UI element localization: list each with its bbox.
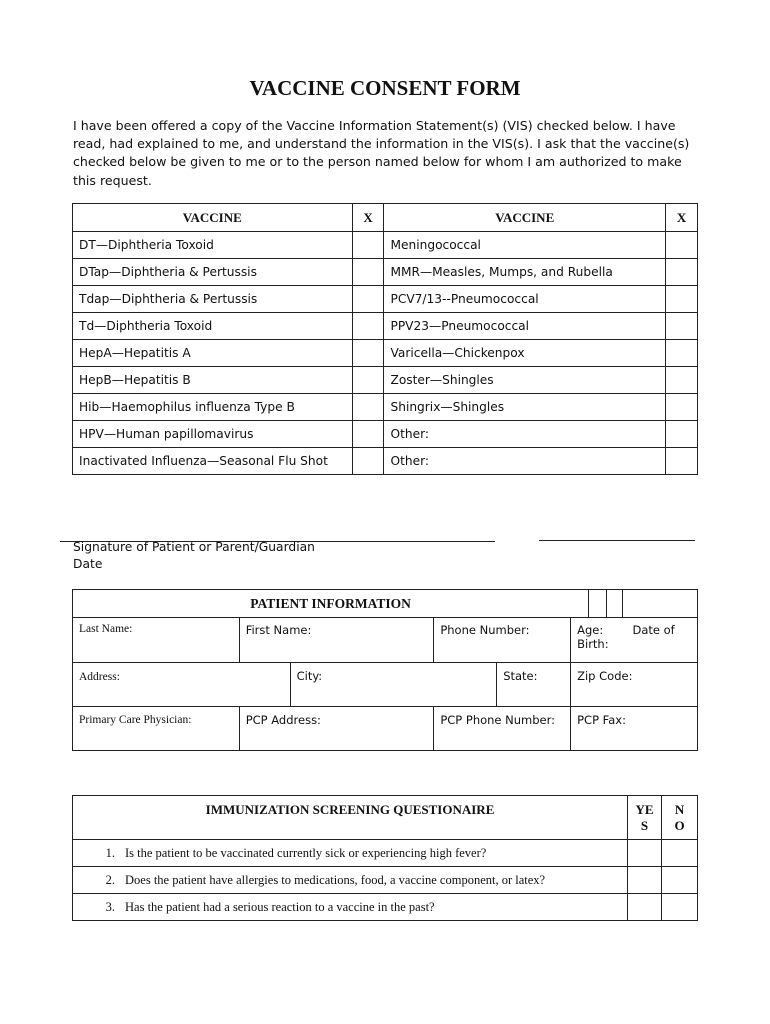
vaccine-checkbox[interactable]: [666, 340, 698, 367]
table-row: [73, 663, 698, 707]
vaccine-table-header: [73, 204, 698, 232]
pcp-fax-field[interactable]: [571, 707, 698, 751]
zip-code-label: Zip Code:: [577, 669, 633, 683]
no-checkbox[interactable]: [662, 867, 698, 894]
vaccine-name: Inactivated Influenza—Seasonal Flu Shot: [73, 448, 353, 475]
vaccine-checkbox[interactable]: [666, 394, 698, 421]
first-name-field[interactable]: [239, 618, 434, 663]
question-cell: [73, 894, 628, 921]
state-field[interactable]: [497, 663, 571, 707]
patient-info-title: PATIENT INFORMATION: [73, 590, 589, 618]
question-row: [73, 867, 698, 894]
question-row: [73, 894, 698, 921]
header-box: [607, 590, 623, 618]
no-column-header: [662, 796, 698, 840]
vaccine-checkbox[interactable]: [352, 421, 384, 448]
vaccine-column-header: VACCINE: [73, 204, 353, 232]
phone-number-field[interactable]: [434, 618, 571, 663]
question-text: Does the patient have allergies to medications, food, a vaccine component, or latex?: [125, 872, 546, 887]
question-text: Is the patient to be vaccinated currently sick or experiencing high fever?: [125, 845, 487, 860]
zip-code-field[interactable]: [571, 663, 698, 707]
vaccine-checkbox[interactable]: [352, 340, 384, 367]
question-text: Has the patient had a serious reaction to a vaccine in the past?: [125, 899, 435, 914]
vaccine-name: Other:: [384, 421, 666, 448]
no-label: NO: [674, 802, 685, 833]
vaccine-checkbox[interactable]: [666, 286, 698, 313]
question-cell: [73, 867, 628, 894]
vaccine-name: DTap—Diphtheria & Pertussis: [73, 259, 353, 286]
vaccine-name: Other:: [384, 448, 666, 475]
x-column-header: X: [666, 204, 698, 232]
vaccine-name: DT—Diphtheria Toxoid: [73, 232, 353, 259]
header-box: [589, 590, 607, 618]
vaccine-name: Meningococcal: [384, 232, 666, 259]
address-label: Address:: [79, 671, 120, 683]
vaccine-name: Tdap—Diphtheria & Pertussis: [73, 286, 353, 313]
vaccine-name: HepB—Hepatitis B: [73, 367, 353, 394]
vaccine-checkbox[interactable]: [352, 259, 384, 286]
vaccine-name: MMR—Measles, Mumps, and Rubella: [384, 259, 666, 286]
last-name-field[interactable]: [73, 618, 240, 663]
no-checkbox[interactable]: [662, 894, 698, 921]
vaccine-name: PCV7/13--Pneumococcal: [384, 286, 666, 313]
table-row: [73, 367, 698, 394]
vaccine-checkbox[interactable]: [352, 232, 384, 259]
yes-checkbox[interactable]: [628, 867, 662, 894]
table-row: [73, 259, 698, 286]
table-row: [73, 232, 698, 259]
intro-paragraph: I have been offered a copy of the Vaccine Information Statement(s) (VIS) checked below. I have read, had explained to me, and understand the information in the VIS(s). I ask that the vaccine(s) checked below be given to me or to the person named below for whom I am authorized to make this request.: [73, 118, 690, 188]
patient-info-table: [72, 589, 698, 751]
pcp-label: Primary Care Physician:: [79, 714, 192, 726]
vaccine-table: [72, 203, 698, 475]
city-field[interactable]: [290, 663, 497, 707]
x-column-header: X: [352, 204, 384, 232]
pcp-fax-label: PCP Fax:: [577, 713, 626, 727]
vaccine-checkbox[interactable]: [666, 259, 698, 286]
last-name-label: Last Name:: [79, 623, 133, 635]
question-number: 1.: [105, 845, 115, 860]
vaccine-name: Td—Diphtheria Toxoid: [73, 313, 353, 340]
vaccine-name: Hib—Haemophilus influenza Type B: [73, 394, 353, 421]
vaccine-checkbox[interactable]: [666, 313, 698, 340]
state-label: State:: [503, 669, 538, 683]
vaccine-checkbox[interactable]: [352, 394, 384, 421]
signature-label-block: [73, 539, 315, 573]
pcp-field[interactable]: [73, 707, 240, 751]
patient-info-header-row: [73, 590, 698, 618]
vaccine-checkbox[interactable]: [666, 421, 698, 448]
address-field[interactable]: [73, 663, 291, 707]
vaccine-checkbox[interactable]: [352, 313, 384, 340]
no-checkbox[interactable]: [662, 840, 698, 867]
vaccine-checkbox[interactable]: [352, 367, 384, 394]
screening-questionnaire-table: [72, 795, 698, 921]
age-dob-field[interactable]: [571, 618, 698, 663]
vaccine-name: Shingrix—Shingles: [384, 394, 666, 421]
table-row: [73, 707, 698, 751]
question-cell: [73, 840, 628, 867]
table-row: [73, 394, 698, 421]
question-row: [73, 840, 698, 867]
question-number: 2.: [105, 872, 115, 887]
vaccine-checkbox[interactable]: [352, 286, 384, 313]
date-label: Date: [73, 557, 103, 571]
yes-checkbox[interactable]: [628, 894, 662, 921]
vaccine-column-header: VACCINE: [384, 204, 666, 232]
city-label: City:: [296, 669, 323, 683]
yes-label: YES: [635, 802, 654, 833]
header-box: [623, 590, 698, 618]
dob-label: Date of Birth:: [577, 623, 675, 651]
vaccine-checkbox[interactable]: [666, 232, 698, 259]
questionnaire-title: IMMUNIZATION SCREENING QUESTIONAIRE: [73, 796, 628, 840]
vaccine-name: HPV—Human papillomavirus: [73, 421, 353, 448]
pcp-phone-field[interactable]: [434, 707, 571, 751]
questionnaire-header-row: [73, 796, 698, 840]
vaccine-name: Zoster—Shingles: [384, 367, 666, 394]
table-row: [73, 286, 698, 313]
signature-label: Signature of Patient or Parent/Guardian: [73, 540, 315, 554]
table-row: [73, 448, 698, 475]
table-row: [73, 340, 698, 367]
vaccine-name: HepA—Hepatitis A: [73, 340, 353, 367]
yes-column-header: [628, 796, 662, 840]
first-name-label: First Name:: [245, 623, 312, 637]
pcp-phone-label: PCP Phone Number:: [440, 713, 556, 727]
vaccine-checkbox[interactable]: [666, 448, 698, 475]
age-label: Age:: [577, 623, 604, 637]
table-row: [73, 313, 698, 340]
vaccine-checkbox[interactable]: [666, 367, 698, 394]
vaccine-name: PPV23—Pneumococcal: [384, 313, 666, 340]
table-row: [73, 421, 698, 448]
question-number: 3.: [105, 899, 115, 914]
form-title: VACCINE CONSENT FORM: [249, 76, 521, 100]
vaccine-name: Varicella—Chickenpox: [384, 340, 666, 367]
pcp-address-label: PCP Address:: [245, 713, 321, 727]
table-row: [73, 618, 698, 663]
vaccine-checkbox[interactable]: [352, 448, 384, 475]
pcp-address-field[interactable]: [239, 707, 434, 751]
date-line[interactable]: [539, 540, 695, 541]
phone-number-label: Phone Number:: [440, 623, 530, 637]
yes-checkbox[interactable]: [628, 840, 662, 867]
